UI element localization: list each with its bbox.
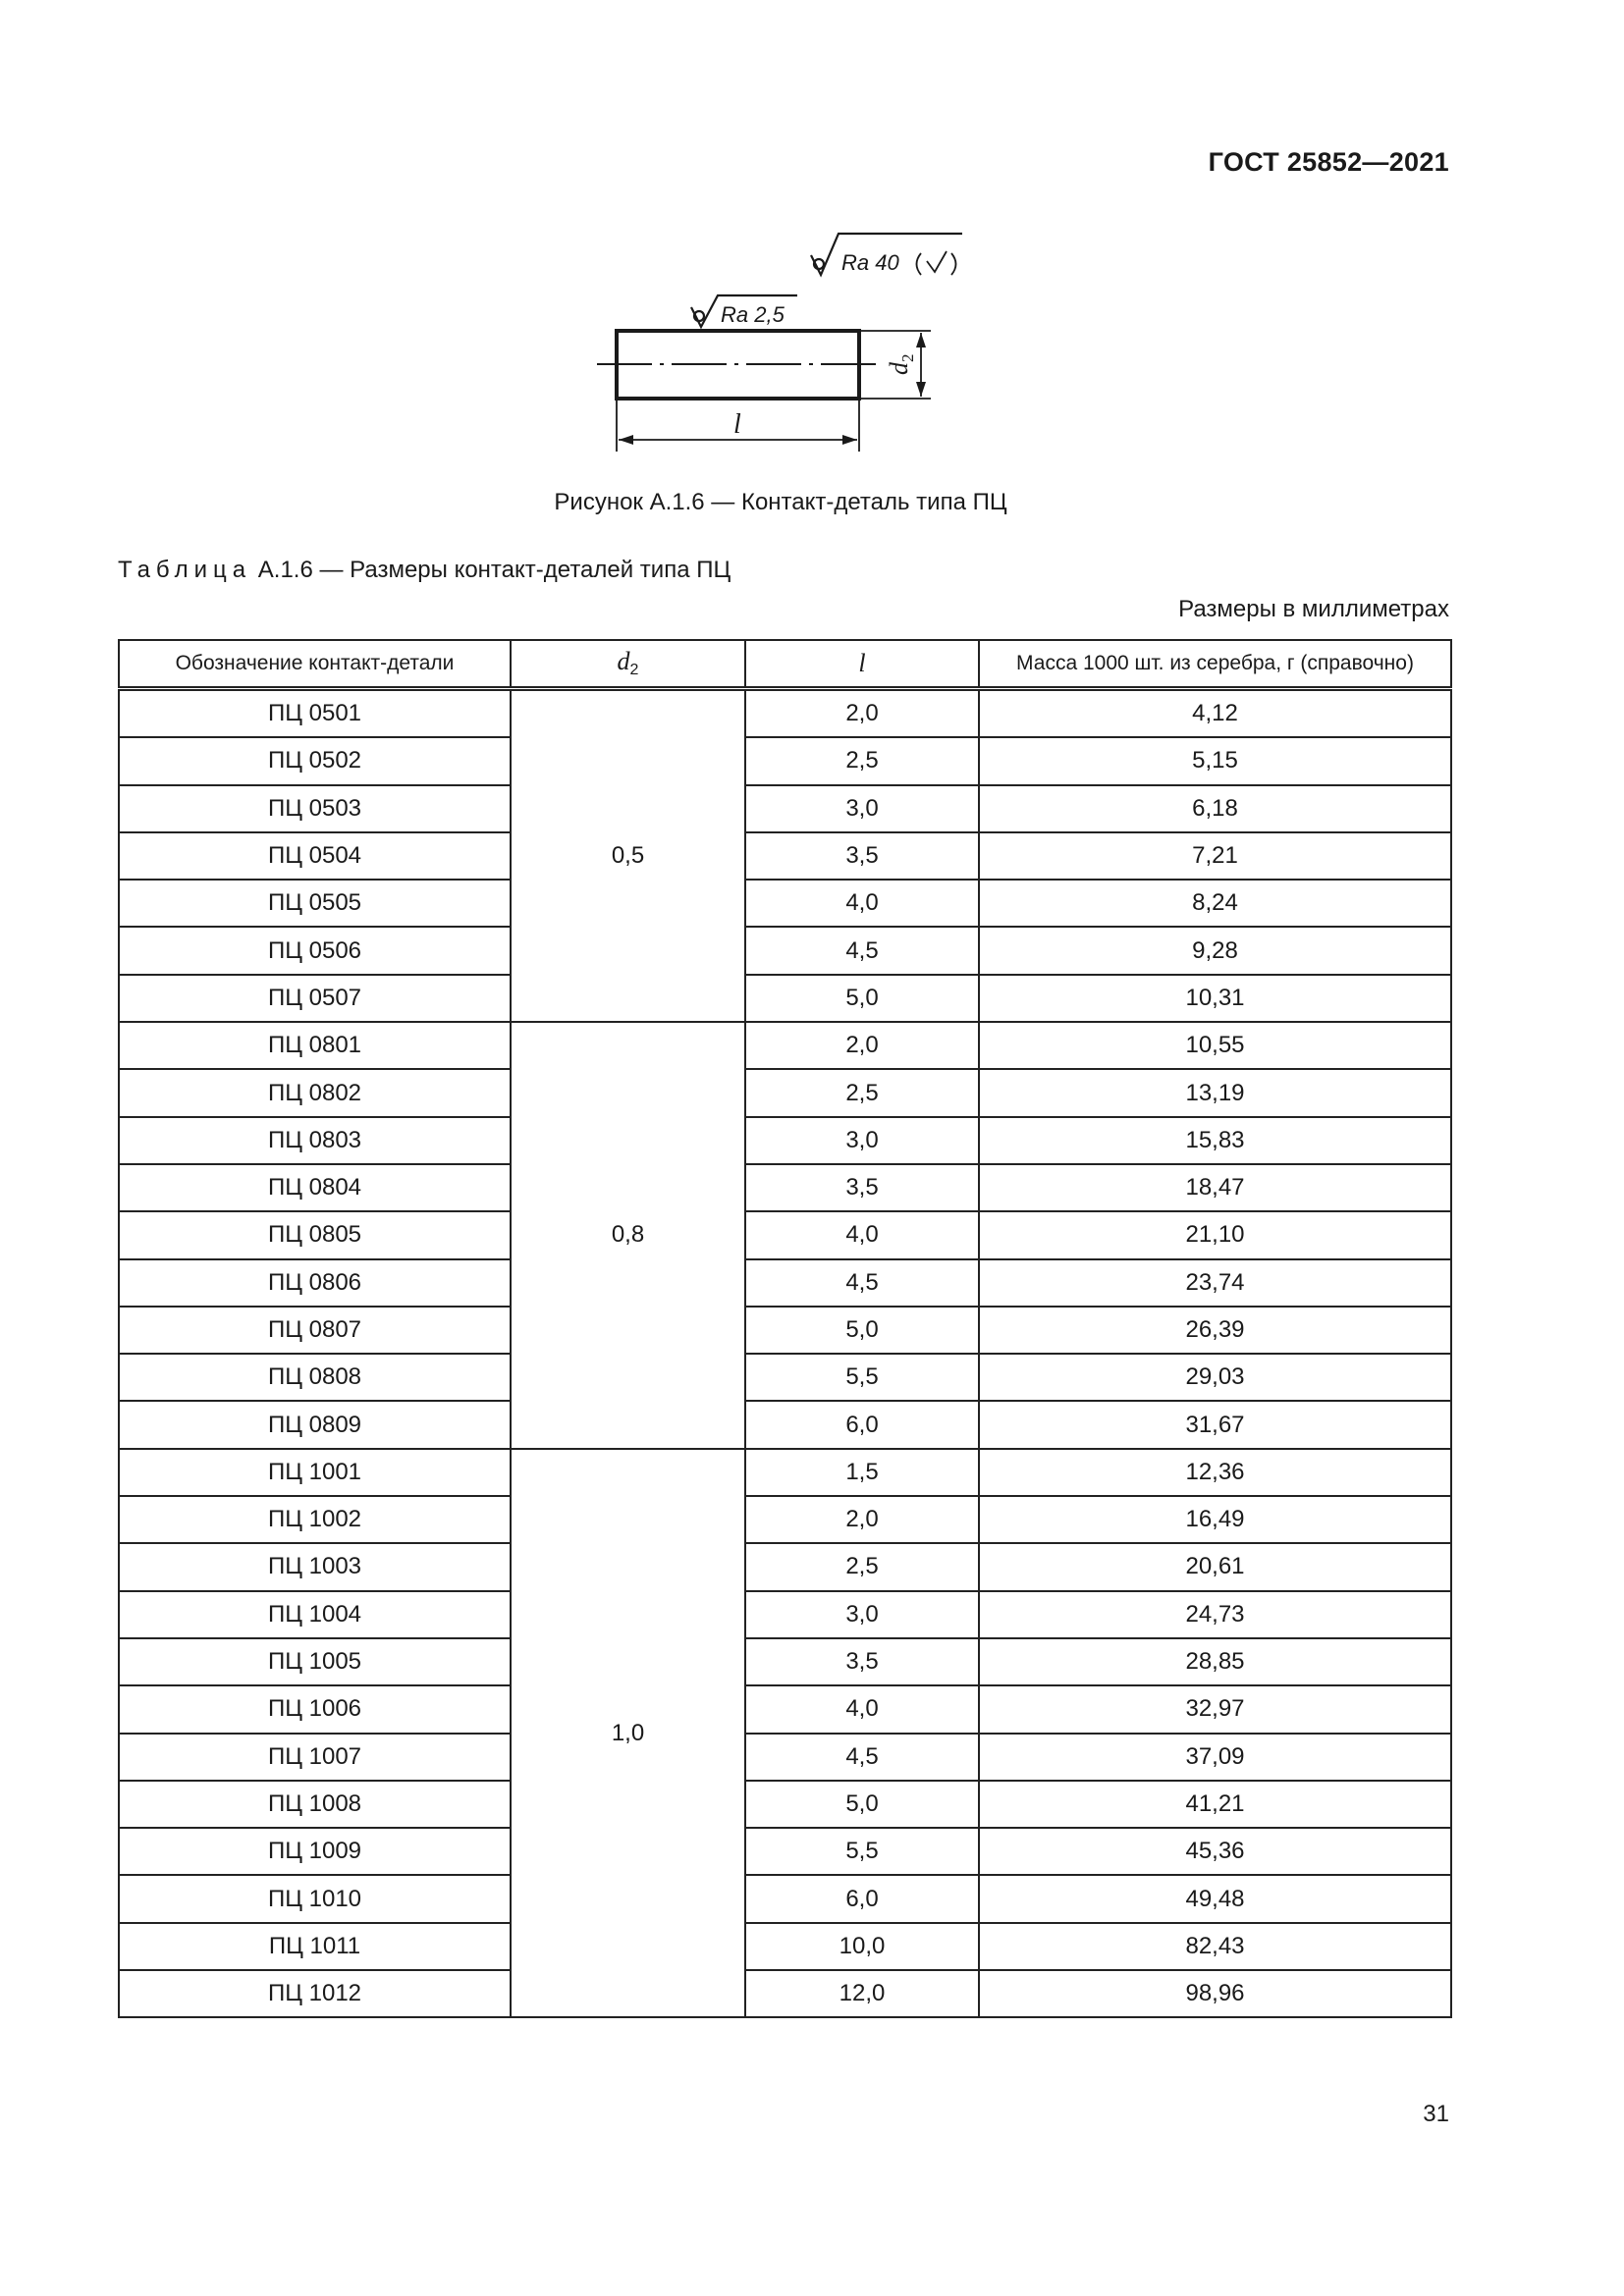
cell-length: 2,0 [745,689,979,738]
table-row [119,1875,1451,1922]
cell-mass: 20,61 [979,1543,1451,1590]
cell-mass: 41,21 [979,1781,1451,1828]
cell-mass: 24,73 [979,1591,1451,1638]
cell-mass: 8,24 [979,880,1451,927]
cell-length: 12,0 [745,1970,979,2017]
table-row [119,1970,1451,2017]
diameter-label: $d_2$ [885,353,917,375]
table-row [119,1638,1451,1685]
cell-mass: 10,31 [979,975,1451,1022]
table-row [119,1591,1451,1638]
cell-mass: 28,85 [979,1638,1451,1685]
cell-designation: ПЦ 1007 [119,1734,511,1781]
table-row [119,1828,1451,1875]
cell-length: 4,0 [745,880,979,927]
cell-length: 2,5 [745,1069,979,1116]
roughness-surface-label: Ra 2,5 [721,302,785,327]
table-body [119,689,1451,2018]
cell-designation: ПЦ 1002 [119,1496,511,1543]
cell-length: 5,0 [745,1781,979,1828]
contact-part-drawing [569,224,982,459]
page-number: 31 [1423,2101,1449,2127]
cell-designation: ПЦ 1011 [119,1923,511,1970]
cell-mass: 23,74 [979,1259,1451,1307]
cell-length: 5,0 [745,975,979,1022]
cell-designation: ПЦ 1009 [119,1828,511,1875]
cell-length: 5,0 [745,1307,979,1354]
cell-designation: ПЦ 1006 [119,1685,511,1733]
cell-length: 3,5 [745,832,979,880]
table-header-row [119,640,1451,689]
cell-length: 3,0 [745,1117,979,1164]
header-designation: Обозначение контакт-детали [119,640,511,689]
units-note: Размеры в миллиметрах [1178,596,1449,622]
table-title-label: Таблица [118,557,252,583]
cell-designation: ПЦ 1008 [119,1781,511,1828]
cell-mass: 98,96 [979,1970,1451,2017]
cell-mass: 32,97 [979,1685,1451,1733]
cell-designation: ПЦ 1005 [119,1638,511,1685]
cell-length: 1,5 [745,1449,979,1496]
cell-mass: 37,09 [979,1734,1451,1781]
dimensions-table [118,639,1452,2018]
cell-designation: ПЦ 0803 [119,1117,511,1164]
cell-designation: ПЦ 0808 [119,1354,511,1401]
cell-designation: ПЦ 0501 [119,689,511,738]
cell-designation: ПЦ 0506 [119,927,511,974]
cell-mass: 45,36 [979,1828,1451,1875]
table-row [119,1164,1451,1211]
figure-caption: Рисунок А.1.6 — Контакт-деталь типа ПЦ [554,489,1007,515]
table-row [119,1307,1451,1354]
table-row [119,1117,1451,1164]
table-row [119,975,1451,1022]
cell-designation: ПЦ 0502 [119,737,511,784]
header-mass: Масса 1000 шт. из серебра, г (справочно) [979,640,1451,689]
cell-mass: 6,18 [979,785,1451,832]
cell-length: 4,0 [745,1685,979,1733]
length-label: l [733,409,741,440]
cell-mass: 49,48 [979,1875,1451,1922]
cell-mass: 18,47 [979,1164,1451,1211]
cell-length: 5,5 [745,1354,979,1401]
cell-designation: ПЦ 0807 [119,1307,511,1354]
cell-length: 3,0 [745,785,979,832]
cell-mass: 26,39 [979,1307,1451,1354]
cell-length: 2,5 [745,737,979,784]
cell-mass: 29,03 [979,1354,1451,1401]
cell-length: 4,0 [745,1211,979,1258]
cell-designation: ПЦ 0801 [119,1022,511,1069]
cell-designation: ПЦ 0809 [119,1401,511,1448]
cell-d2: 1,0 [511,1449,745,2018]
table-row [119,927,1451,974]
header-length: l [745,640,979,689]
table-row [119,1069,1451,1116]
cell-designation: ПЦ 1010 [119,1875,511,1922]
cell-mass: 15,83 [979,1117,1451,1164]
table-row [119,1543,1451,1590]
cell-length: 2,0 [745,1022,979,1069]
cell-mass: 13,19 [979,1069,1451,1116]
cell-designation: ПЦ 0805 [119,1211,511,1258]
document-number: ГОСТ 25852—2021 [1208,147,1449,177]
cell-designation: ПЦ 0804 [119,1164,511,1211]
cell-designation: ПЦ 0504 [119,832,511,880]
table-row [119,1354,1451,1401]
cell-designation: ПЦ 1004 [119,1591,511,1638]
cell-length: 4,5 [745,927,979,974]
table-row [119,1685,1451,1733]
table-row [119,1259,1451,1307]
cell-designation: ПЦ 1012 [119,1970,511,2017]
table-row [119,1734,1451,1781]
cell-mass: 82,43 [979,1923,1451,1970]
table-row [119,1401,1451,1448]
cell-length: 6,0 [745,1875,979,1922]
cell-mass: 12,36 [979,1449,1451,1496]
roughness-general-label: Ra 40 [841,250,899,275]
cell-mass: 16,49 [979,1496,1451,1543]
table-row [119,832,1451,880]
cell-mass: 4,12 [979,689,1451,738]
header-d2: $d_2$ [511,640,745,689]
table-row [119,785,1451,832]
cell-designation: ПЦ 0802 [119,1069,511,1116]
cell-length: 2,0 [745,1496,979,1543]
cell-d2: 0,5 [511,689,745,1023]
cell-mass: 21,10 [979,1211,1451,1258]
table-row [119,880,1451,927]
cell-length: 4,5 [745,1259,979,1307]
table-row [119,689,1451,738]
cell-designation: ПЦ 1003 [119,1543,511,1590]
cell-length: 10,0 [745,1923,979,1970]
table-title [118,557,731,584]
cell-length: 3,5 [745,1164,979,1211]
table-row [119,1923,1451,1970]
cell-designation: ПЦ 0507 [119,975,511,1022]
cell-length: 3,5 [745,1638,979,1685]
cell-length: 4,5 [745,1734,979,1781]
cell-mass: 31,67 [979,1401,1451,1448]
cell-designation: ПЦ 0806 [119,1259,511,1307]
table-row [119,737,1451,784]
table-row [119,1211,1451,1258]
table-title-text: А.1.6 — Размеры контакт-деталей типа ПЦ [257,557,731,583]
cell-length: 3,0 [745,1591,979,1638]
cell-mass: 10,55 [979,1022,1451,1069]
cell-d2: 0,8 [511,1022,745,1449]
table-row [119,1449,1451,1496]
table-row [119,1781,1451,1828]
table-row [119,1496,1451,1543]
cell-length: 2,5 [745,1543,979,1590]
cell-length: 6,0 [745,1401,979,1448]
cell-designation: ПЦ 0503 [119,785,511,832]
cell-length: 5,5 [745,1828,979,1875]
cell-designation: ПЦ 0505 [119,880,511,927]
cell-mass: 9,28 [979,927,1451,974]
cell-mass: 7,21 [979,832,1451,880]
table-row [119,1022,1451,1069]
cell-mass: 5,15 [979,737,1451,784]
cell-designation: ПЦ 1001 [119,1449,511,1496]
